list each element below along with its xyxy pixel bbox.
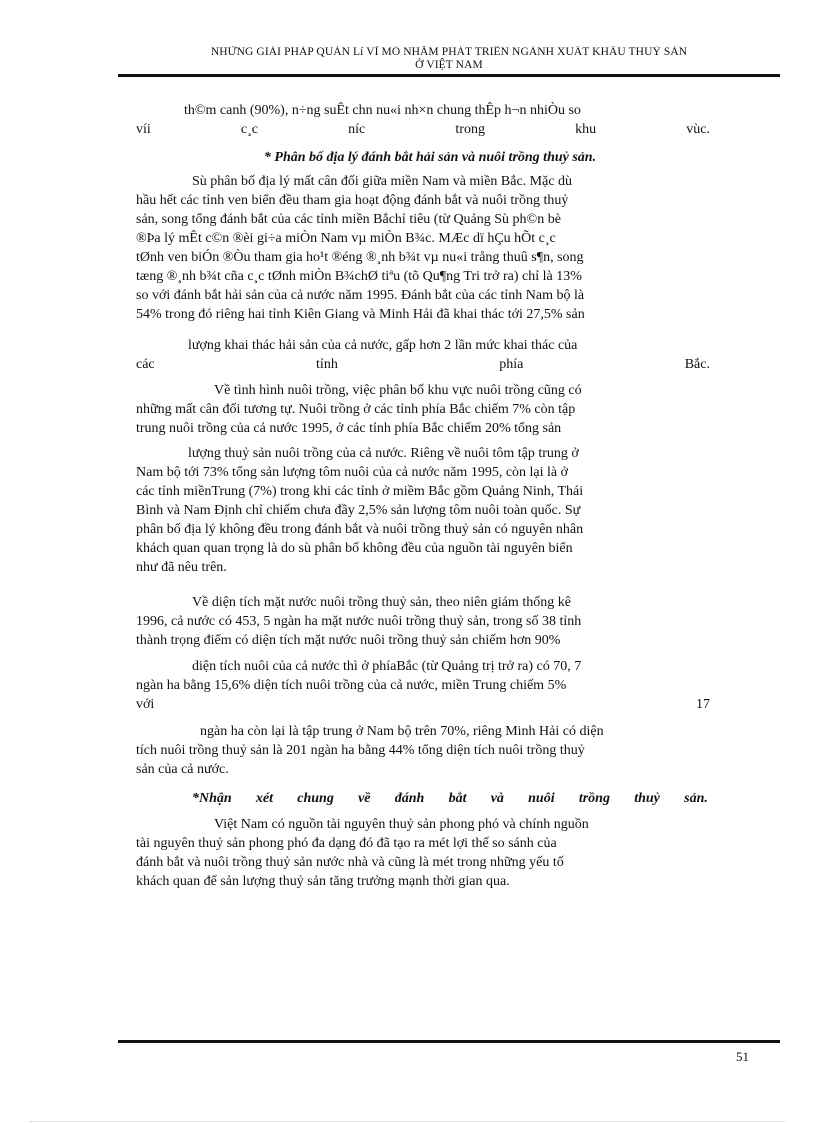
text-line: ngàn ha còn lại là tập trung ở Nam bộ trên 70%, riêng Minh Hải có diện — [200, 724, 604, 739]
text-line: tØnh ven biÓn ®Òu tham gia ho¹t ®éng ®¸nh b¾t vµ nu«i trång thuû s¶n, song — [136, 250, 584, 265]
text-line: hầu hết các tỉnh ven biển đều tham gia hoạt động đánh bắt và nuôi trồng thuỷ — [136, 193, 569, 208]
word: sản. — [684, 791, 708, 806]
word: c¸c — [240, 122, 259, 137]
text-line: ngàn ha bằng 15,6% diện tích nuôi trồng của cả nước, miền Trung chiếm 5% — [136, 678, 567, 693]
text-line: thành trọng điểm có diện tích mặt nước nuôi trồng thuỷ sản chiếm hơn 90% — [136, 633, 561, 648]
text-line: diện tích nuôi của cả nước thì ở phíaBắc (từ Quảng trị trở ra) có 70, 7 — [192, 659, 582, 674]
word: và — [490, 791, 504, 806]
text-line: lượng khai thác hải sản của cả nước, gấp hơn 2 lần mức khai thác của — [188, 338, 578, 353]
text-line: so với đánh bắt hải sản của cả nước năm 1995. Đánh bắt của các tỉnh Nam bộ là — [136, 288, 585, 303]
paragraph-6 — [136, 593, 710, 650]
heading-words — [192, 789, 708, 808]
text-line: sản, song tổng đánh bắt của các tỉnh miền Bắchỉ tiêu (từ Quảng Sù ph©n bè — [136, 212, 561, 227]
text-line-justified — [136, 355, 710, 374]
text-line: Sù phân bố địa lý mất cân đối giữa miền Nam và miền Bắc. Mặc dù — [192, 174, 573, 189]
text-line: 1996, cả nước có 453, 5 ngàn ha mặt nước nuôi trồng thuỷ sản, trong số 38 tỉnh — [136, 614, 582, 629]
text-line: lượng thuỷ sản nuôi trồng của cả nước. Riêng về nuôi tôm tập trung ở — [188, 446, 579, 461]
paragraph-8 — [136, 722, 710, 779]
word: với — [136, 697, 155, 712]
word: chung — [297, 791, 334, 806]
footer-rule — [118, 1040, 780, 1043]
word: bắt — [448, 791, 467, 806]
text-line: khách quan quan trọng là do sù phân bố không đều của nguồn tài nguyên biển — [136, 541, 573, 556]
text-line-justified — [136, 120, 710, 139]
text-line: những mất cân đối tương tự. Nuôi trồng ở các tỉnh phía Bắc chiếm 7% còn tập — [136, 402, 576, 417]
header-rule — [118, 74, 780, 77]
text-line-justified — [136, 695, 710, 714]
text-line: 54% trong đó riêng hai tỉnh Kiên Giang và Minh Hải đã khai thác tới 27,5% sản — [136, 307, 585, 322]
text-line: Bình và Nam Định chỉ chiếm chưa đầy 2,5% sản lượng tôm nuôi toàn quốc. Sự — [136, 503, 581, 518]
word: các — [136, 357, 155, 372]
word: tỉnh — [316, 357, 338, 372]
word: về — [358, 791, 371, 806]
word: 17 — [696, 697, 710, 712]
word: đánh — [394, 791, 425, 806]
text-line: đánh bắt và nuôi trồng thuỷ sản nước nhà và cũng là mét trong những yếu tố — [136, 855, 564, 870]
section-heading-2 — [192, 789, 708, 808]
text-line: như đã nêu trên. — [136, 560, 227, 575]
word: khu — [575, 122, 597, 137]
header-line-1: NHỮNG GIẢI PHÁP QUẢN Lí VĨ MÔ NHẰM PHÁT TRIỂN NGÀNH XUẤT KHẨU THUỶ SẢN — [210, 46, 688, 58]
text-line: tài nguyên thuỷ sản phong phó đa dạng đó đã tạo ra mét lợi thế so sánh của — [136, 836, 557, 851]
text-line: phân bố địa lý không đều trong đánh bắt và nuôi trồng thuỷ sản có nguyên nhân — [136, 522, 584, 537]
word: Bắc. — [684, 357, 710, 372]
paragraph-5 — [136, 444, 710, 577]
word: vùc. — [686, 122, 710, 137]
page-bottom-guide — [30, 1121, 786, 1122]
text-line: Về tình hình nuôi trồng, việc phân bố khu vực nuôi trồng cũng có — [214, 383, 582, 398]
paragraph-3 — [136, 336, 710, 374]
text-line: sản của cả nước. — [136, 762, 229, 777]
text-line: tæng ®¸nh b¾t cña c¸c tØnh miÒn B¾chØ tiªu (tõ Qu¶ng Tri trở ra) chỉ là 13% — [136, 269, 582, 284]
text-line: tích nuôi trồng thuỷ sản là 201 ngàn ha bằng 44% tổng diện tích nuôi trồng thuỷ — [136, 743, 585, 758]
word: *Nhận — [192, 791, 232, 806]
text-line: Về diện tích mặt nước nuôi trồng thuỷ sản, theo niên giám thống kê — [192, 595, 571, 610]
text-line: th©m canh (90%), n÷ng suÊt chn nu«i nh×n chung thÊp h¬n nhiÒu so — [184, 103, 581, 118]
word: phía — [499, 357, 524, 372]
text-line: ®Þa lý mÊt c©n ®èi gi÷a miÒn Nam vµ miÒn B¾c. MÆc dï hÇu hÕt c¸c — [136, 231, 556, 246]
paragraph-7 — [136, 657, 710, 714]
text-line: trung nuôi trồng của cả nước 1995, ở các tỉnh phía Bắc chiếm 20% tổng sản — [136, 421, 562, 436]
word: nuôi — [528, 791, 555, 806]
word: thuỷ — [634, 791, 660, 806]
word: trong — [455, 122, 485, 137]
text-line: khách quan để sản lượng thuỷ sản tăng trưởng mạnh thời gian qua. — [136, 874, 510, 889]
word: víi — [136, 122, 151, 137]
section-heading-1: * Phân bố địa lý đánh bắt hải sản và nuôi trồng thuỷ sản. — [263, 150, 597, 165]
running-header — [118, 46, 780, 72]
header-line-2: Ở VIỆT NAM — [415, 59, 483, 71]
paragraph-4 — [136, 381, 710, 438]
word: níc — [348, 122, 366, 137]
paragraph-9 — [136, 815, 710, 891]
word: trồng — [578, 791, 610, 806]
text-line: Nam bộ tới 73% tổng sản lượng tôm nuôi của cả nước năm 1995, còn lại là ở — [136, 465, 569, 480]
text-line: Việt Nam có nguồn tài nguyên thuỷ sản phong phó và chính nguồn — [214, 817, 589, 832]
paragraph-1 — [136, 101, 710, 139]
paragraph-2 — [136, 172, 710, 324]
text-line: các tỉnh miềnTrung (7%) trong khi các tỉnh ở miềm Bắc gồm Quảng Ninh, Thái — [136, 484, 584, 499]
word: xét — [255, 791, 274, 806]
page-number: 51 — [736, 1049, 749, 1064]
